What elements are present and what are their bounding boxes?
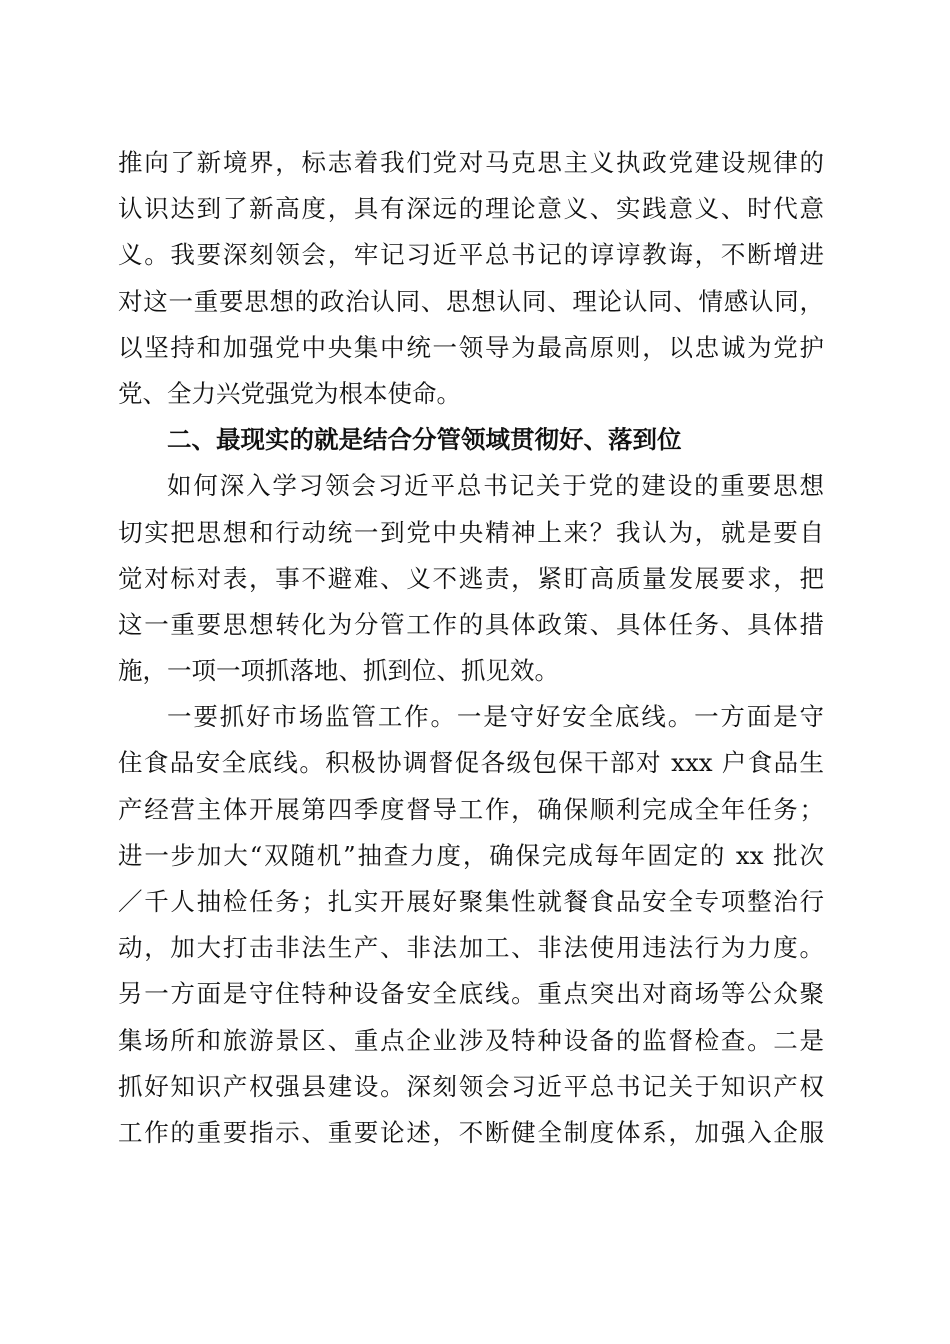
paragraph-2-line-2: 切实把思想和行动统一到党中央精神上来？我认为，就是要自: [118, 517, 824, 547]
paragraph-3-line-2: 住食品安全底线。积极协调督促各级包保干部对 xxx 户食品生: [118, 748, 824, 778]
paragraph-1-line-6: 党、全力兴党强党为根本使命。: [118, 378, 461, 408]
paragraph-3-line-6: 动，加大打击非法生产、非法加工、非法使用违法行为力度。: [118, 933, 824, 963]
paragraph-1-line-2: 认识达到了新高度，具有深远的理论意义、实践意义、时代意: [118, 194, 824, 224]
paragraph-1-line-4: 对这一重要思想的政治认同、思想认同、理论认同、情感认同，: [118, 286, 824, 316]
paragraph-3-line-9: 抓好知识产权强县建设。深刻领会习近平总书记关于知识产权: [118, 1071, 824, 1101]
paragraph-1-line-1: 推向了新境界，标志着我们党对马克思主义执政党建设规律的: [118, 148, 824, 177]
paragraph-2-line-1: 如何深入学习领会习近平总书记关于党的建设的重要思想: [167, 471, 824, 501]
paragraph-2-line-4: 这一重要思想转化为分管工作的具体政策、具体任务、具体措: [118, 609, 824, 639]
paragraph-3-line-4: 进一步加大“双随机”抽查力度，确保完成每年固定的 xx 批次: [118, 840, 824, 870]
paragraph-3-line-7: 另一方面是守住特种设备安全底线。重点突出对商场等公众聚: [118, 979, 824, 1009]
paragraph-3-line-3: 产经营主体开展第四季度督导工作，确保顺利完成全年任务；: [118, 794, 824, 824]
paragraph-3-line-10: 工作的重要指示、重要论述，不断健全制度体系，加强入企服: [118, 1117, 824, 1147]
section-heading-2: 二、最现实的就是结合分管领域贯彻好、落到位: [167, 425, 682, 455]
paragraph-1-line-3: 义。我要深刻领会，牢记习近平总书记的谆谆教诲，不断增进: [118, 240, 824, 270]
paragraph-2-line-3: 觉对标对表，事不避难、义不逃责，紧盯高质量发展要求，把: [118, 563, 824, 593]
paragraph-1-line-5: 以坚持和加强党中央集中统一领导为最高原则，以忠诚为党护: [118, 332, 824, 362]
paragraph-3-line-5: ／千人抽检任务；扎实开展好聚集性就餐食品安全专项整治行: [118, 887, 824, 916]
document-body: [118, 140, 824, 1156]
paragraph-3-line-8: 集场所和旅游景区、重点企业涉及特种设备的监督检查。二是: [118, 1025, 824, 1055]
paragraph-2-line-5: 施，一项一项抓落地、抓到位、抓见效。: [118, 656, 559, 686]
paragraph-3-line-1: 一要抓好市场监管工作。一是守好安全底线。一方面是守: [167, 702, 824, 732]
